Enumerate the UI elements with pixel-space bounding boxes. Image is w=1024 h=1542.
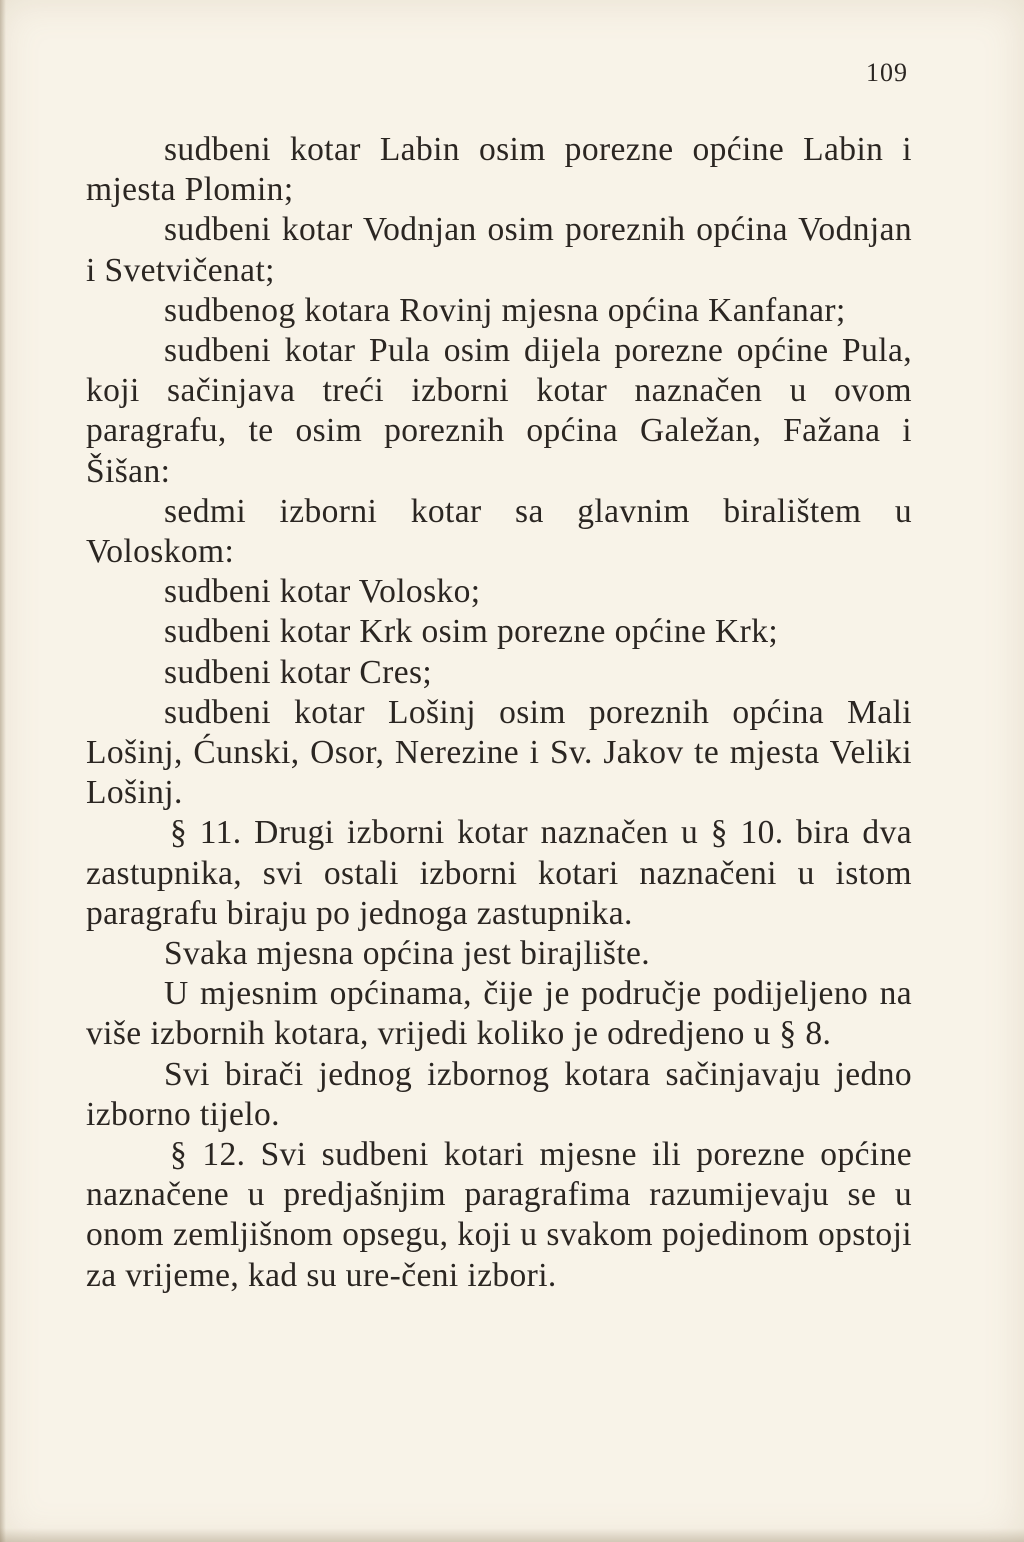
paragraph: sedmi izborni kotar sa glavnim biralištem u Voloskom:: [86, 492, 912, 571]
section-paragraph: § 12. Svi sudbeni kotari mjesne ili porezne općine naznačene u predjašnjim paragrafima razumijevaju se u onom zemljišnom opsegu, koji u svakom pojedinom opstoji za vrijeme, kad su ure-čeni izbori.: [86, 1136, 912, 1294]
body-text: [86, 130, 912, 1296]
paragraph: sudbeni kotar Pula osim dijela porezne općine Pula, koji sačinjava treći izborni kotar naznačen u ovom paragrafu, te osim poreznih općina Galežan, Fažana i Šišan:: [86, 332, 912, 490]
paragraph: sudbeni kotar Krk osim porezne općine Krk;: [164, 613, 779, 651]
section-paragraph: § 11. Drugi izborni kotar naznačen u § 10. bira dva zastupnika, svi ostali izborni kotari naznačeni u istom paragrafu biraju po jednoga zastupnika.: [86, 814, 912, 932]
page-bottom-edge: [0, 1528, 1024, 1542]
paragraph: U mjesnim općinama, čije je područje podijeljeno na više izbornih kotara, vrijedi koliko je odredjeno u § 8.: [86, 975, 912, 1053]
paragraph: sudbeni kotar Lošinj osim poreznih općina Mali Lošinj, Ćunski, Osor, Nerezine i Sv. Jakov te mjesta Veliki Lošinj.: [86, 693, 912, 812]
page-left-edge: [0, 0, 6, 1542]
paragraph: sudbeni kotar Vodnjan osim poreznih općina Vodnjan i Svetvičenat;: [86, 211, 912, 289]
paragraph: Svi birači jednog izbornog kotara sačinjavaju jedno izborno tijelo.: [86, 1055, 912, 1133]
paragraph: Svaka mjesna općina jest birajlište.: [164, 935, 651, 973]
paragraph: sudbeni kotar Labin osim porezne općine Labin i mjesta Plomin;: [86, 131, 912, 209]
page-number: 109: [866, 58, 908, 87]
paragraph: sudbeni kotar Cres;: [164, 653, 433, 691]
paragraph: sudbenog kotara Rovinj mjesna općina Kanfanar;: [164, 291, 846, 329]
paragraph: sudbeni kotar Volosko;: [164, 573, 481, 611]
